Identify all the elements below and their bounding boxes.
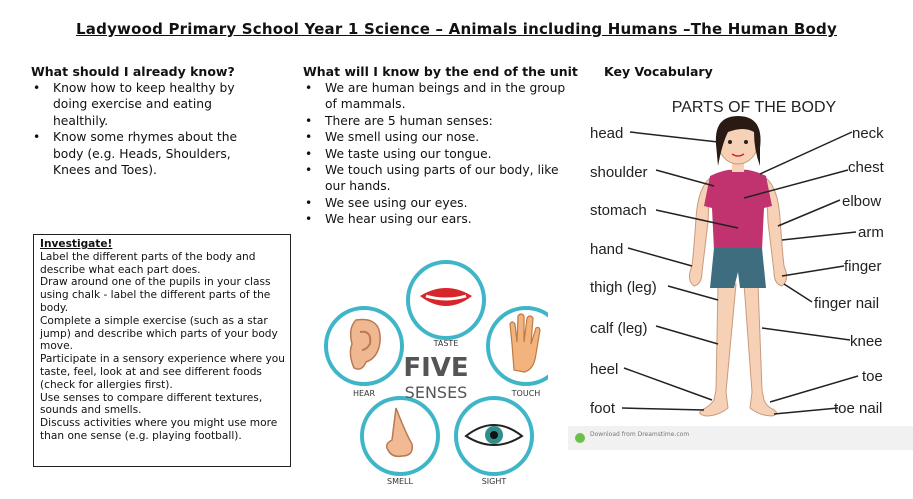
taste-sense [408, 262, 484, 348]
diagram-title: PARTS OF THE BODY [671, 99, 837, 116]
watermark-strip [568, 426, 913, 450]
logo-icon [575, 433, 585, 443]
touch-sense [488, 308, 548, 398]
investigate-line: Discuss activities where you might use more than one sense (e.g. playing football). [40, 417, 278, 442]
five-text: FIVE [403, 353, 469, 383]
label-calf: calf (leg) [590, 320, 648, 337]
label-hand: hand [590, 241, 624, 258]
label-foot: foot [590, 400, 616, 417]
senses-text: SENSES [404, 383, 468, 402]
will-know-heading: What will I know by the end of the unit [303, 64, 578, 79]
list-item: • We touch using parts of our body, like our hands. [303, 162, 573, 195]
investigate-line: Participate in a sensory experience where you taste, feel, look at and see different foods (check for allergies first). [40, 353, 285, 391]
sight-sense [456, 398, 532, 486]
list-item: • We are human beings and in the group of mammals. [303, 80, 573, 113]
list-item: • We smell using our nose. [303, 129, 573, 145]
label-thigh: thigh (leg) [590, 279, 657, 296]
page-title: Ladywood Primary School Year 1 Science – Animals including Humans –The Human Body [76, 20, 837, 38]
label-toe-nail: toe nail [834, 400, 883, 417]
already-know-heading: What should I already know? [31, 64, 235, 79]
label-arm: arm [858, 224, 884, 241]
list-item: • We hear using our ears. [303, 211, 573, 227]
label-heel: heel [590, 361, 619, 378]
label-finger: finger [844, 258, 882, 275]
body-parts-diagram [568, 88, 913, 488]
investigate-line: Draw around one of the pupils in your class using chalk - label the different parts of the body. [40, 276, 271, 314]
investigate-line: Use senses to compare different textures, sounds and smells. [40, 391, 263, 417]
already-know-list [31, 80, 253, 178]
hear-sense [326, 308, 402, 398]
label-neck: neck [852, 125, 884, 142]
list-item: • There are 5 human senses: [303, 113, 573, 129]
taste-label: TASTE [433, 339, 459, 348]
label-elbow: elbow [842, 193, 882, 210]
list-item: • Know some rhymes about the body (e.g. Heads, Shoulders, Knees and Toes). [31, 129, 253, 178]
hear-label: HEAR [352, 389, 376, 398]
smell-sense [362, 398, 438, 486]
label-chest: chest [848, 159, 884, 176]
label-head: head [590, 125, 624, 142]
body-figure [689, 116, 786, 416]
watermark-text: Download from Dreamstime.com [590, 431, 690, 438]
label-toe: toe [862, 368, 883, 385]
investigate-line: Complete a simple exercise (such as a star jump) and describe which parts of your body move. [40, 314, 278, 353]
five-senses-graphic [318, 258, 548, 490]
investigate-box [33, 234, 291, 467]
investigate-heading: Investigate! [40, 238, 113, 250]
vocab-heading: Key Vocabulary [604, 64, 713, 79]
investigate-line: Label the different parts of the body and describe what each part does. [40, 250, 256, 276]
label-finger-nail: finger nail [814, 295, 880, 312]
touch-label: TOUCH [511, 389, 541, 398]
list-item: • We taste using our tongue. [303, 146, 573, 162]
sight-label: SIGHT [481, 477, 507, 486]
label-shoulder: shoulder [590, 164, 648, 181]
label-knee: knee [850, 333, 883, 350]
list-item: • Know how to keep healthy by doing exercise and eating healthily. [31, 80, 253, 129]
label-stomach: stomach [590, 202, 647, 219]
smell-label: SMELL [387, 477, 413, 486]
list-item: • We see using our eyes. [303, 195, 573, 211]
will-know-list [303, 80, 573, 228]
